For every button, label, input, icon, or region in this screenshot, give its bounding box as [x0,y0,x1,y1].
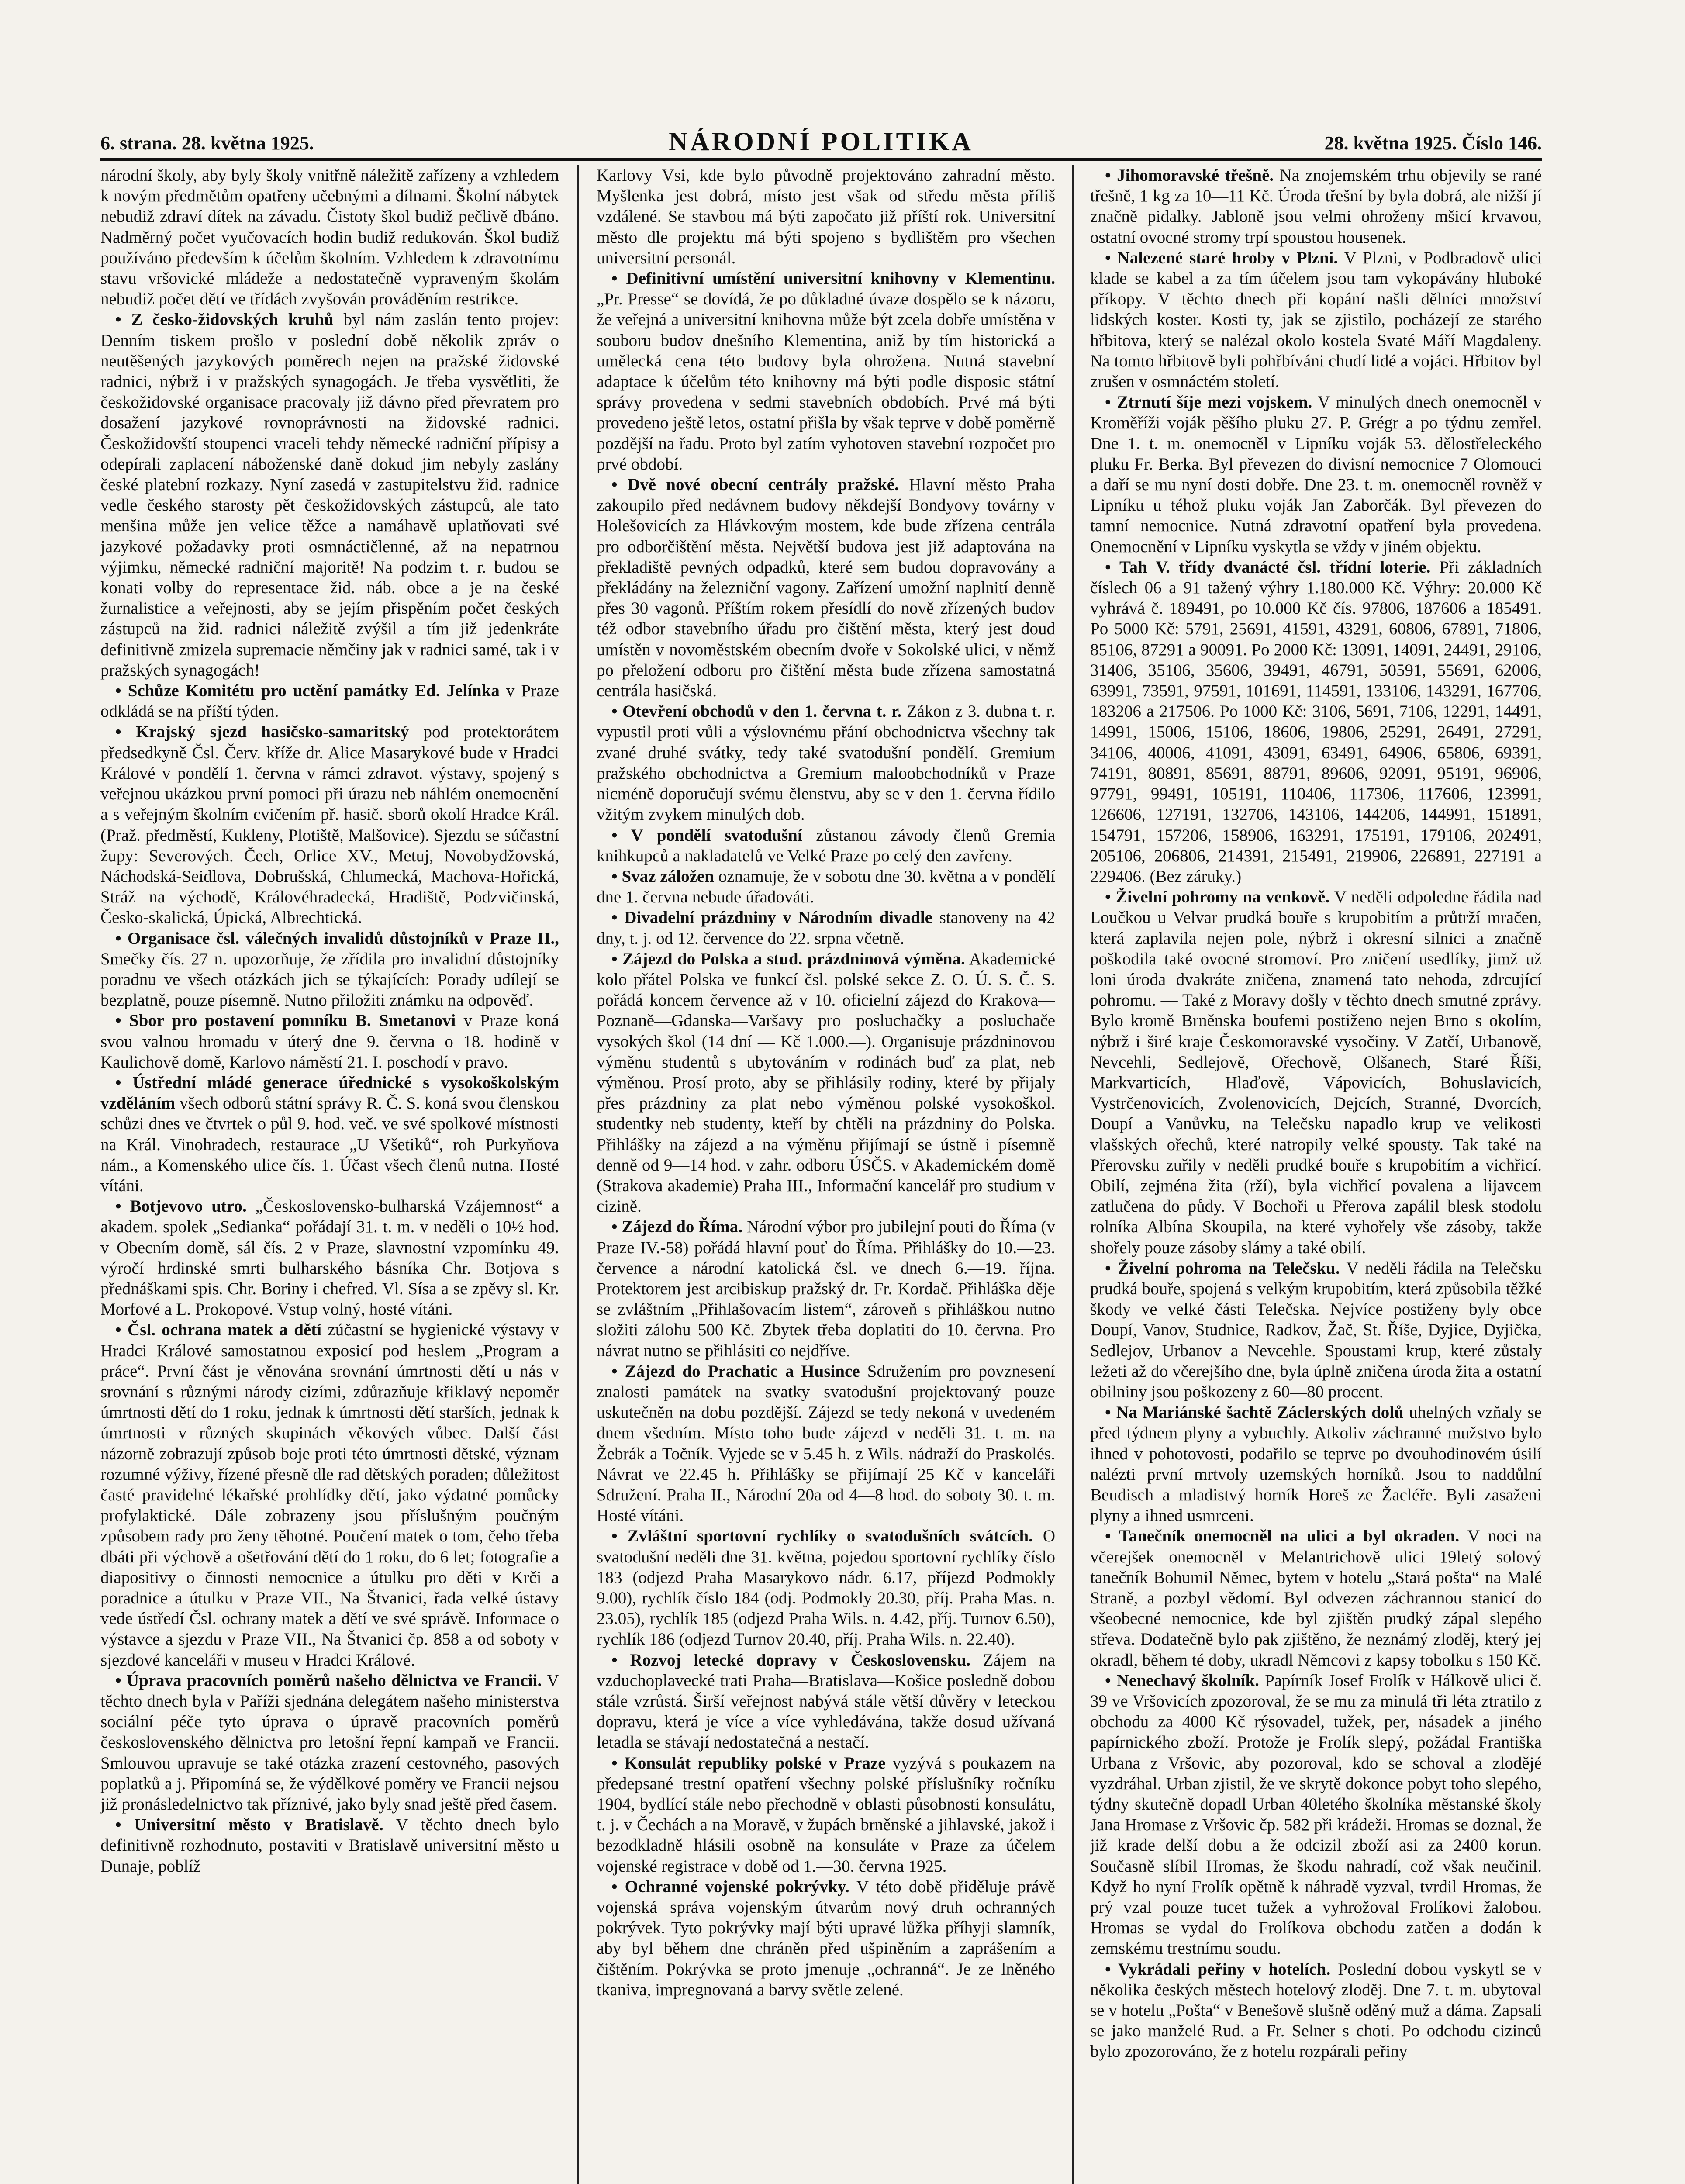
article [1090,1959,1542,2062]
article [100,1320,559,1670]
article [1090,1526,1542,1670]
article-body: oznamuje, že v sobotu dne 30. května a v pondělí dne 1. června nebude úřadováti. [597,867,1055,907]
article [1090,248,1542,392]
article-headline: • Z česko-židovských kruhů [115,310,334,329]
article-headline: • Čsl. ochrana matek a dětí [115,1320,322,1340]
article [597,949,1055,1217]
article [100,1670,559,1814]
article-headline: • Jihomoravské třešně. [1105,166,1274,185]
masthead-rule [100,158,1542,161]
column-2 [597,165,1055,2184]
article-headline: • Botjevovo utro. [115,1197,247,1216]
page-date: 6. strana. 28. května 1925. [100,132,314,154]
article-body: V těchto dnech bylo definitivně rozhodnuto, postaviti v Bratislavě universitní město u Dunaje, poblíž [100,1815,559,1876]
article [597,165,1055,268]
article-body: Národní výbor pro jubilejní pouti do Říma (v Praze IV.-58) pořádá hlavní pouť do Říma. Přihlášky do 10.—23. července a národní katolická čsl. ve dnech 6.—19. října. Protektorem jest arcibiskup pražský dr. Fr. Kordač. Přihláška děje se zvláštním „Přihlašovacím listem“, zároveň s přihláškou nutno složiti zálohu 500 Kč. Zbytek třeba doplatiti do 10. června. Pro návrat nutno se přihlásiti co nejdříve. [597,1217,1055,1360]
article-body: Papírník Josef Frolík v Hálkově ulici č. 39 ve Vršovicích zpozoroval, že se mu za minulá tři léta ztratilo z obchodu za 4000 Kč rýsovadel, tužek, per, násadek a jiného papírnického zboží. Protože je Frolík slepý, požádal Františka Urbana z Vršovic, aby pozoroval, kdo se schoval a zlodějé vyzdráhal. Urban zjistil, že ve skrytě dokonce pobyt toho slepého, týdny skutečně dopadl Urban 40letého školníka městanské školy Jana Hromase z Vršovic čp. 582 při krádeži. Hromas se doznal, že již krade delší dobu a že odcizil zboží asi za 2400 korun. Současně slíbil Hromas, že škodu nahradí, což však neučinil. Když ho nyní Frolík opětně k náhradě vyzval, tvrdil Hromas, že prý vzal pouze tucet tužek a vyhrožoval Frolíkovi žalobou. Hromas se vydal do Frolíkova obchodu zatčen a dodán k zemskému trestnímu soudu. [1090,1671,1542,1958]
article [1090,887,1542,1258]
article-headline: • Nenechavý školník. [1105,1671,1259,1690]
article-body: V noci na včerejšek onemocněl v Melantrichově ulici 19letý solový tanečník Bohumil Němec, bytem v hotelu „Stará pošta“ na Malé Straně, a pozbyl vědomí. Byl odvezen záchrannou stanicí do všeobecné nemocnice, kde byl zjištěn prudký zápal slepého střeva. Dodatečně bylo pak zjištěno, že neznámý zloděj, který jej okradl, během té doby, ukradl Němcovi z kapsy tobolku s 150 Kč. [1090,1527,1542,1669]
article-body: „Československo-bulharská Vzájemnost“ a akadem. spolek „Sedianka“ pořádají 31. t. m. v neděli o 10½ hod. v Obecním domě, sál čís. 2 v Praze, slavnostní vzpomínku 49. výročí hrdinské smrti bulharského básníka Chr. Botjova s přednáškami spis. Chr. Boriny i chefred. Vl. Sísa a se zpěvy sl. Kr. Morfové a L. Prokopové. Vstup volný, hosté vítáni. [100,1197,559,1319]
article [1090,1258,1542,1402]
article [100,1196,559,1320]
article-headline: • Tah V. třídy dvanácté čsl. třídní loterie. [1105,557,1431,577]
article [100,681,559,722]
article [597,825,1055,866]
article [597,1526,1055,1649]
article-body: vyzývá s poukazem na předepsané trestní opatření všechny polské příslušníky ročníku 1904, bydlící stále nebo přechodně v oblasti působnosti konsulátu, t. j. v Čechách a na Moravě, v župách brněnské a jihlavské, jakož i bezodkladně hlásili osobně na konsuláte v Praze za účelem vojenské registrace v době od 1.—30. června 1925. [597,1753,1055,1876]
article-headline: • Divadelní prázdniny v Národním divadle [611,908,932,927]
article [100,1814,559,1876]
article-body: Smečky čís. 27 n. upozorňuje, že zřídila pro invalidní důstojníky poradnu ve všech otázkách jich se týkajících: Porady udílejí se bezplatně, pouze písemně. Nutno přiložiti známku na odpověď. [100,949,559,1010]
article [597,701,1055,825]
column-divider [1072,165,1074,2184]
article-headline: • Ústřední mládé generace úřednické s vysokoškolským vzděláním [100,1073,559,1113]
article-body: zúčastní se hygienické výstavy v Hradci Králové samostatnou exposicí pod heslem „Program a práce“. První část je věnována srovnání úmrtnosti dětí u nás v srovnání s různými národy cizími, zdůrazňuje křiklavý nepoměr úmrtnosti dětí do 1 roku, jednak k úmrtnosti dětí starších, jednak k úmrtnosti v různých skupinách věkových vůbec. Další část názorně zobrazují způsob boje proti této úmrtnosti dětské, význam rozumné výživy, řízené přesně dle rad dětských poraden; důležitost časté pravidelné lékařské prohlídky dětí, jako výdatné pomůcky profylaktické. Dále zobrazeny jsou příslušným poučným způsobem rady pro ženy těhotné. Poučení matek o tom, čeho třeba dbáti při výchově a ošetřování dětí do 1 roku, do 6 let; fotografie a diapositivy o činnosti nemocnice a útulku pro děti v Krči a poradnice a útulku v Praze VII., Na Štvanici, řada velké ústavy vede ústředí Čsl. ochrany matek a dětí ve své správě. Informace o výstavce a sjezdu v Praze VII., Na Štvanici čp. 858 a od soboty v sjezdové kanceláři v museu v Hradci Králové. [100,1320,559,1669]
article-headline: • Ztrnutí šíje mezi vojskem. [1105,393,1312,412]
article-body: Při základních číslech 06 a 91 tažený výhry 1.180.000 Kč. Výhry: 20.000 Kč vyhrává č. 189491, po 10.000 Kč čís. 97806, 187606 a 185491. Po 5000 Kč: 5791, 25691, 41591, 43291, 60806, 67891, 71806, 85106, 87291 a 90091. Po 2000 Kč: 13091, 14091, 24491, 29106, 31406, 35106, 35606, 39491, 46791, 50591, 55691, 62006, 63991, 73591, 97591, 101691, 114591, 133106, 143291, 167706, 183206 a 217506. Po 1000 Kč: 3106, 5691, 7106, 12291, 14491, 14991, 15006, 15106, 18606, 19806, 25291, 26491, 27291, 34106, 40006, 41091, 43091, 63491, 64906, 65806, 69391, 74191, 80891, 85691, 88791, 89606, 92091, 95191, 96906, 97791, 99491, 105191, 110406, 117306, 117606, 123991, 126606, 127191, 132706, 143106, 144206, 144991, 151891, 154791, 157206, 158906, 163291, 175191, 179106, 202491, 205106, 206806, 214391, 215491, 219906, 226891, 227191 a 229406. (Bez záruky.) [1090,557,1542,886]
article-headline: • Úprava pracovních poměrů našeho dělnictva ve Francii. [115,1671,542,1690]
article [1090,1402,1542,1526]
article-body: O svatodušní neděli dne 31. května, pojedou sportovní rychlíky číslo 183 (odjezd Praha Masarykovo nádr. 6.17, příjezd Podmokly 9.00), rychlík číslo 184 (odj. Podmokly 20.30, příj. Praha Mas. n. 23.05), rychlík 185 (odjezd Praha Wils. n. 4.42, příj. Turnov 6.50), rychlík 186 (odjezd Turnov 20.40, příj. Praha Wils. n. 22.40). [597,1527,1055,1649]
article-headline: • Nalezené staré hroby v Plzni. [1105,248,1338,267]
article-headline: • Dvě nové obecní centrály pražské. [611,475,899,494]
article-headline: • Rozvoj letecké dopravy v Československu. [611,1650,970,1669]
article-body: V neděli odpoledne řádila nad Loučkou u Velvar prudká bouře s krupobitím a průtrží mračen, která zaplavila nejen pole, nýbrž i okresní silnici a značně poškodila také ovocné stromoví. Pro zničení usedlíky, jimž už loni úroda dvakráte zničena, znamená tato nehoda, zdrcující pohromu. — Také z Moravy došly v těchto dnech smutné zprávy. Bylo kromě Brněnska boufemi postiženo nejen Brno s okolím, nýbrž i širé kraje Českomoravské vysočiny. V Zatčí, Urbanově, Nevcehli, Sedlejově, Ořechově, Olšanech, Staré Říši, Markvarticích, Hlaďově, Vápovicích, Bohuslavicích, Vystrčenovicích, Zvolenovicích, Dejcích, Stranné, Dvorcích, Doupí a Vanůvku, na Telečsku napadlo krup ve velikosti vlašských ořechů, které natropily velké spousty. Tak také na Přerovsku zuřily v neděli prudké bouře s krupobitím a vichřicí. Obilí, zejména žita (rží), byla vichřicí povalena a lijavcem zatlučena do půdy. V Bochoři u Přerova zapálil blesk stodolu rolníka Albína Skoupila, na které vyhořely vše zásoby, takže shořely pouze zásoby slámy a také obilí. [1090,888,1542,1257]
article-body: Karlovy Vsi, kde bylo původně projektováno zahradní město. Myšlenka jest dobrá, místo jest však od středu města příliš vzdálené. Se stavbou má býti započato již příští rok. Universitní město dle projektu má býti spojeno s bydlištěm pro všechen universitní personál. [597,166,1055,267]
article-headline: • Schůze Komitétu pro uctění památky Ed. Jelínka [115,681,500,701]
article [100,722,559,928]
article [100,1010,559,1072]
article-body: zůstanou závody členů Gremia knihkupců a nakladatelů ve Velké Praze po celý den zavřeny. [597,826,1055,865]
article [597,1650,1055,1753]
masthead [100,123,1542,158]
article-body: Poslední dobou vyskytl se v několika českých městech hotelový zloděj. Dne 7. t. m. ubytoval se v hotelu „Pošta“ v Benešově slušně oděný muž a dáma. Zapsali se jako manželé Rud. a Fr. Selner s choti. Po odchodu cizinců bylo zpozorováno, že z hotelu rozpárali peřiny [1090,1959,1542,2061]
article-headline: • Konsulát republiky polské v Praze [611,1753,886,1773]
article-body: pod protektorátem předsedkyně Čsl. Červ. kříže dr. Alice Masarykové bude v Hradci Králové v pondělí 1. června v rámci zdravot. výstavy, spojený s veřejnou ukázkou první pomoci při úrazu neb náhlém onemocnění a s veřejným školním cvičením př. hasič. sborů okolí Hradce Král. (Praž. předměstí, Kukleny, Plotiště, Malšovice). Sjezdu se súčastní župy: Severových. Čech, Orlice XV., Metuj, Novobydžovská, Náchodská-Seidlova, Dobrušská, Chlumecká, Machova-Hořická, Stráž na východě, Královéhradecká, Hradiště, Podzvičinská, Česko-skalická, Úpická, Albrechtická. [100,722,559,927]
article-headline: • Zvláštní sportovní rychlíky o svatodušních svátcích. [611,1527,1033,1546]
article-headline: • Sbor pro postavení pomníku B. Smetanovi [115,1011,456,1030]
article [1090,392,1542,557]
article-headline: • Živelní pohroma na Telečsku. [1105,1258,1340,1278]
article-headline: • Vykrádali peřiny v hotelích. [1105,1959,1331,1979]
article-headline: • Universitní město v Bratislavě. [115,1815,383,1835]
article-headline: • Krajský sjezd hasičsko-samaritský [115,722,409,742]
article-body: byl nám zaslán tento projev: Denním tiskem prošlo v poslední době několik zpráv o neutěšených jazykových poměrech nejen na pražské židovské radnici, nýbrž i v pražských synagogách. Je třeba vysvětliti, že českožidovské organisace pracovaly již dávno před převratem pro dosažení jazykové rovnoprávnosti na židovské radnici. Českožidovští stoupenci vraceli tehdy německé radniční přípisy a odepírali zaplacení náboženské daně dokud jim nebyly zaslány české platební rozkazy. Nyní zasedá v zastupitelstvu žid. radnice vedle českého starosty pět českožidovských zástupců, ale tato menšina může jen velice těžce a namáhavě uplatňovati své jazykové požadavky proti osmnáctičlenné, až na nepatrnou výjimku, německé radniční majoritě! Na podzim t. r. budou se konati volby do representace žid. náb. obce a je na české žurnalistice a veřejnosti, aby se jejím přispěním počet českých zástupců na žid. radnici náležitě zvýšil a tím již jedenkráte definitivně zmizela supremacie němčiny jak v radnici samé, tak i v pražských synagogách! [100,310,559,680]
article-body: „Pr. Presse“ se dovídá, že po důkladné úvaze dospělo se k názoru, že veřejná a universitní knihovna může být zcela dobře umístěna v souboru budov dnešního Klementina, aniž by tím historická a umělecká cena této budovy byla ohrožena. Nutná stavební adaptace k účelům této knihovny má býti podle disposic státní správy provedena v sedmi stavebních obdobích. Prvé má býti provedeno ještě letos, ostatní přišla by však teprve v době poměrně pozdější na řadu. Proto byl zatím vyhotoven stavební rozpočet pro prvé období. [597,290,1055,473]
article-headline: • Definitivní umístění universitní knihovny v Klementinu. [611,269,1055,288]
article [597,1361,1055,1526]
article-body: národní školy, aby byly školy vnitřně náležitě zařízeny a vzhledem k novým předmětům opatřeny učebnými a dílnami. Školní nábytek nebudiž zdraví dítek na závadu. Čistoty škol budiž pečlivě dbáno. Nadměrný počet vyučovacích hodin budiž redukován. Škol budiž používáno především k účelům školním. Vzhledem k zdravotnímu stavu vršovické mládeže a nedostatečně vypraveným školám nebudiž počet dětí ve třídách zvyšován prováděním restrikce. [100,166,559,309]
article [100,928,559,1011]
article-body: Sdružením pro povznesení znalosti památek na svatky svatodušní projektovaný pouze uskutečněn na dobu pozdější. Zájezd se tedy nekoná v uvedeném dnem všedním. Místo toho bude zájezd v neděli 31. t. m. na Žebrák a Točník. Vyjede se v 5.45 h. z Wils. nádraží do Praskolés. Návrat ve 22.45 h. Přihlášky se přijímají 25 Kč v kanceláři Sdružení. Praha II., Národní 20a od 4—8 hod. do soboty 30. t. m. Hosté vítáni. [597,1362,1055,1525]
article [1090,1670,1542,1959]
article [100,309,559,681]
article-headline: • Ochranné vojenské pokrývky. [611,1877,849,1896]
column-1 [100,165,559,2184]
article-headline: • Tanečník onemocněl na ulici a byl okraden. [1105,1527,1460,1546]
article-headline: • Organisace čsl. válečných invalidů důstojníků v Praze II., [115,929,559,948]
article-body: v Praze koná svou valnou hromadu v úterý dne 9. června o 18. hodině v Kaulichově domě, Karlovo náměstí 21. I. poschodí v pravo. [100,1011,559,1071]
article-headline: • Otevření obchodů v den 1. června t. r. [611,702,902,721]
newspaper-title: NÁRODNÍ POLITIKA [669,127,974,156]
article [597,866,1055,907]
article-headline: • Zájezd do Polska a stud. prázdninová výměna. [611,949,965,968]
article-body: v Praze odkládá se na příští týden. [100,681,559,721]
column-3 [1090,165,1542,2184]
article-body: V minulých dnech onemocněl v Kroměříži voják pěšího pluku 27. P. Grégr a po týdnu zemřel. Dne 1. t. m. onemocněl v Lipníku voják 53. dělostřeleckého pluku Fr. Berka. Byl převezen do divisní nemocnice 7 Olomouci a daří se mu nyní dosti dobře. Dne 23. t. m. onemocněl rovněž v Lipníku u téhož pluku voják Jan Zaborčák. Byl převezen do tamní nemocnice. Nutná zdravotní opatření byla provedena. Onemocnění v Lipníku vyskytla se vždy v jiném objektu. [1090,393,1542,556]
article [597,907,1055,948]
article [597,268,1055,474]
article-body: V neděli řádila na Telečsku prudká bouře, spojená s velkým krupobitím, která způsobila těžké škody ve velké části Telečska. Nejvíce postiženy byly obce Doupí, Vanov, Studnice, Radkov, Žač, St. Říše, Dyjice, Dyjička, Sedlejov, Urbanov a Nevcehle. Spoustami krup, které zůstaly ležeti až do včerejšího dne, byla úplně zničena úroda žita a ostatní obilniny jsou poškozeny z 60—80 procent. [1090,1258,1542,1401]
article [1090,165,1542,248]
article [597,474,1055,701]
article-body: V těchto dnech byla v Paříži sjednána delegátem našeho ministerstva sociální péče tyto úprava o úpravě pracovních poměrů československého dělnictva pro letošní řepní kampaň ve Francii. Smlouvou upravuje se také otázka zrazení cestovného, pasových poplatků a j. Připomíná se, že výdělkové poměry ve Francii nejsou již pronásledelnictvo tak příznivé, jako byly snad ještě před časem. [100,1671,559,1814]
article-body: V této době přiděluje právě vojenská správa vojenským útvarům nový druh ochranných pokrývek. Tyto pokrývky mají býti upravé lůžka příhyji slamník, aby byl během dne chráněn před ušpiněním a zaprášením a čištěním. Pokrývka se proto jmenuje „ochranná“. Je ze lněného tkaniva, impregnovaná a barvy světle zelené. [597,1877,1055,1999]
issue-number: 28. května 1925. Číslo 146. [1324,132,1542,154]
article-body: stanoveny na 42 dny, t. j. od 12. července do 22. srpna včetně. [597,908,1055,948]
article-headline: • Zájezd do Říma. [611,1217,743,1237]
article [597,1876,1055,2000]
article-body: Zájem na vzduchoplavecké trati Praha—Bratislava—Košice posledně dobou stále vzrůstá. Širší veřejnost nabývá stále větší důvěry v leteckou dopravu, která je více a více vyhledávána, takže dosud užívaná letadla se stávají nedostatečná a nestačí. [597,1650,1055,1752]
article [597,1753,1055,1876]
column-divider [577,165,579,2184]
article-body: Na znojemském trhu objevily se rané třešně, 1 kg za 10—11 Kč. Úroda třešní by byla dobrá, ale nižší jí značně pidalky. Jabloně jsou velmi ohroženy mšicí krvavou, ostatní ovocné stromy trpí spoustou housenek. [1090,166,1542,247]
article-headline: • Zájezd do Prachatic a Husince [611,1362,860,1381]
article-body: Zákon z 3. dubna t. r. vypustil proti vůli a výslovnému přání obchodnictva všechny tak zvané druhé svátky, tedy také svatodušní pondělí. Gremium pražského obchodnictva a Gremium maloobchodníků v Praze nicméně doporučují svému členstvu, aby se v den 1. června řídilo vžitým zvykem minulých dob. [597,702,1055,824]
article [1090,557,1542,887]
article-headline: • Živelní pohromy na venkově. [1105,888,1330,907]
article-body: uhelných vzňaly se před týdnem plyny a vybuchly. Atkoliv záchranné mužstvo bylo ihned v pohotovosti, podařilo se teprve po dvouhodinovém úsilí nalézti první mrtvoly uzemských horníků. Jsou to naddůlní Beudisch a mladistvý horník Horeš ze Žacléře. Byli zasaženi plyny a ihned usmrceni. [1090,1403,1542,1525]
article-headline: • Na Mariánské šachtě Záclerských dolů [1105,1403,1404,1422]
article-body: Akademické kolo přátel Polska ve funkcí čsl. polské sekce Z. O. Ú. S. Č. S. pořádá koncem července až v 10. oficielní zájezd do Krakova—Poznaně—Gdanska—Varšavy pro posluchačky a posluchače vysokých škol (14 dní — Kč 1.000.—). Organisuje prázdninovou výměnu studentů s ubytováním v rodinách buď za plat, neb výměnou. Prosí proto, aby se přihlásily rodiny, které by přijaly přes prázdniny za plat nebo výměnou polské vysokoškol. studentky neb studenty, kteří by chtěli na prázdniny do Polska. Přihlášky na zájezd a na výměnu přijímají se ústně i písemně denně od 9—14 hod. v zahr. odboru ÚSČS. v Akademickém domě (Strakova akademie) Praha III., Informační kancelář pro studium v cizině. [597,949,1055,1216]
article-headline: • Svaz záložen [611,867,714,886]
article [100,165,559,309]
article-body: Hlavní město Praha zakoupilo před nedávnem budovy někdejší Bondyovy továrny v Holešovicích za Hlávkovým mostem, kde bude zřízena centrála pro odborčištění města. Největší budova jest již adaptována na překladiště pevných odpadků, které sem budou dopravovány a překládány na železniční vagony. Zařízení umožní naplnití denně přes 30 vagonů. Příštím rokem přesídlí do nově zřízených budov též odbor stavebního úřadu pro čištění města, který jest doud umístěn v novoměstském obecním dvoře v Sokolské ulici, v němž po přeložení odboru pro čištění města bude zřízena samostatná centrála hasičská. [597,475,1055,701]
article [100,1072,559,1196]
article-headline: • V pondělí svatodušní [611,826,802,845]
article-body: V Plzni, v Podbradově ulici klade se kabel a za tím účelem jsou tam vykopávány hluboké příkopy. V těchto dnech při kopání našli dělníci množství lidských koster. Kosti ty, jak se zjistilo, pocházejí ze starého hřbitova, který se nalézal okolo kostela Svaté Máří Magdaleny. Na tomto hřbitově byli pohřbíváni chudí lidé a vojáci. Hřbitov byl zrušen v osmnáctém století. [1090,248,1542,391]
article-body: všech odborů státní správy R. Č. S. koná svou členskou schůzi dnes ve čtvrtek o půl 9. hod. več. ve své spolkové místnosti na Král. Vinohradech, restaurace „U Všetiků“, roh Purkyňova nám., a Komenského ulice čís. 1. Účast všech členů nutna. Hosté vítáni. [100,1094,559,1195]
article [597,1216,1055,1361]
